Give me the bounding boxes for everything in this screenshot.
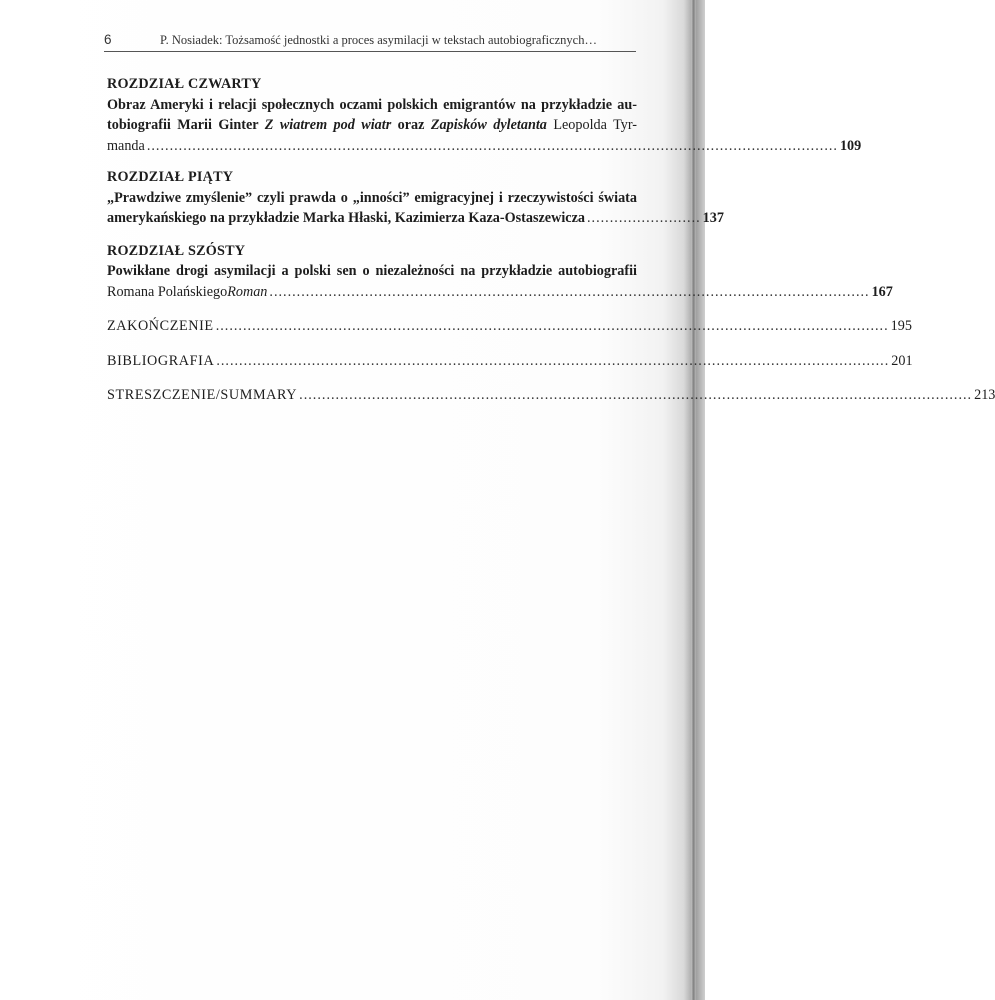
- toc-entry-chapter-5: [107, 167, 724, 229]
- page-number: 6: [104, 32, 112, 47]
- leader-dots: ....................................................................................................................................................: [299, 387, 973, 403]
- toc-page-number: 109: [839, 137, 862, 154]
- leader-dots: ....................................................................................................................................................: [215, 318, 889, 334]
- chapter-title-line: [107, 282, 893, 303]
- table-of-contents: [107, 74, 995, 406]
- title-text: amerykańskiego na przykładzie Marka Hłaski, Kazimierza Kaza-Ostaszewicza: [107, 210, 585, 226]
- section-label: ZAKOŃCZENIE: [107, 318, 214, 334]
- toc-entry-chapter-6: [107, 241, 893, 303]
- title-text: oraz: [391, 117, 431, 133]
- chapter-title-line: [107, 115, 637, 136]
- section-label: BIBLIOGRAFIA: [107, 352, 215, 369]
- chapter-label: ROZDZIAŁ SZÓSTY: [107, 242, 246, 259]
- chapter-title-line: [107, 208, 724, 229]
- leader-dots: .........................: [586, 210, 701, 226]
- title-text: tobiografii Marii Ginter: [107, 117, 265, 133]
- header-rule: [104, 51, 636, 52]
- chapter-title-line: Powikłane drogi asymilacji a polski sen o niezależności na przykładzie autobiografii: [107, 263, 637, 279]
- toc-page-number: 137: [702, 210, 724, 226]
- chapter-title-line: Obraz Ameryki i relacji społecznych oczami polskich emigrantów na przykładzie au-: [107, 96, 637, 113]
- toc-entry-summary: [107, 385, 995, 406]
- toc-line: [107, 385, 995, 406]
- toc-page-number: 167: [871, 283, 893, 300]
- book-title: Z wiatrem pod wiatr: [264, 117, 392, 133]
- chapter-label: ROZDZIAŁ PIĄTY: [107, 169, 234, 185]
- toc-entry-chapter-4: [107, 74, 862, 156]
- toc-line: [107, 351, 913, 372]
- leader-dots: ........................................................................................................................................................: [146, 137, 838, 154]
- section-label: STRESZCZENIE/SUMMARY: [107, 387, 298, 403]
- toc-entry-bibliography: [107, 351, 913, 372]
- toc-entry-conclusion: [107, 316, 912, 337]
- leader-dots: ....................................................................................................................................................: [216, 352, 890, 369]
- book-title: Roman: [227, 283, 268, 300]
- chapter-label: ROZDZIAŁ CZWARTY: [107, 76, 262, 92]
- chapter-title-line: [107, 136, 862, 157]
- toc-page-number: 201: [891, 352, 913, 369]
- title-text: manda: [107, 137, 145, 154]
- chapter-title-line: „Prawdziwe zmyślenie” czyli prawda o „inności” emigracyjnej i rzeczywistości świata: [107, 189, 637, 206]
- title-text: Romana Polańskiego: [107, 283, 228, 300]
- toc-page-number: 195: [890, 318, 912, 334]
- book-title: Zapisków dyletanta: [430, 117, 547, 133]
- toc-line: [107, 316, 912, 337]
- toc-page-number: 213: [974, 387, 995, 403]
- title-text: Leopolda Tyr-: [546, 117, 638, 133]
- leader-dots: ....................................................................................................................................: [269, 283, 870, 300]
- running-head: [104, 32, 636, 52]
- running-title: P. Nosiadek: Tożsamość jednostki a proces asymilacji w tekstach autobiograficznych…: [160, 33, 597, 47]
